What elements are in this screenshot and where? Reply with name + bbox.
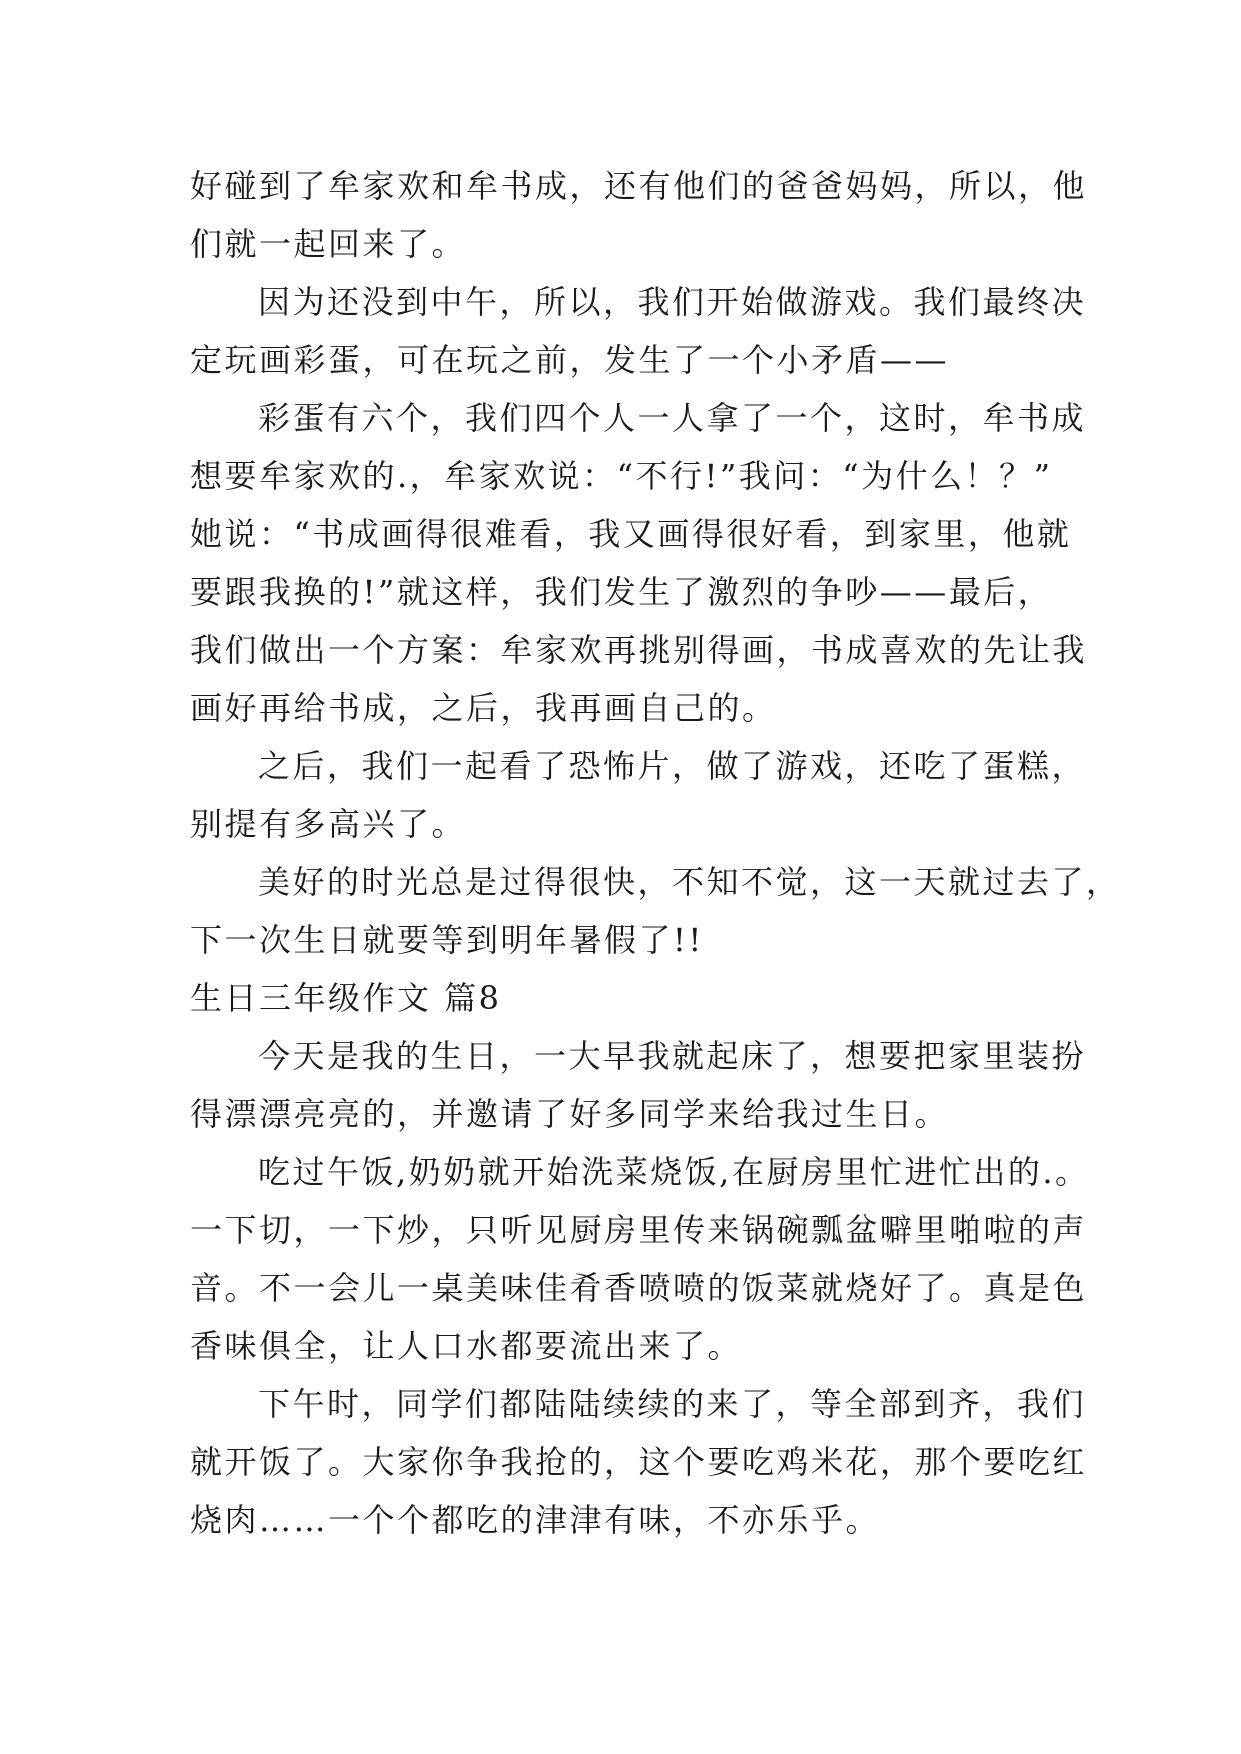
- text-line: 下一次生日就要等到明年暑假了!!: [190, 921, 704, 959]
- text-line: 得漂漂亮亮的，并邀请了好多同学来给我过生日。: [190, 1095, 950, 1133]
- text-line: 音。不一会儿一桌美味佳肴香喷喷的饭菜就烧好了。真是色: [190, 1269, 1088, 1307]
- text-line: 好碰到了牟家欢和牟书成，还有他们的爸爸妈妈，所以，他: [190, 167, 1088, 205]
- section-heading: 生日三年级作文 篇8: [190, 979, 502, 1017]
- paragraph-start-line: 彩蛋有六个，我们四个人一人拿了一个，这时，牟书成: [258, 399, 1087, 437]
- paragraph-start-line: 之后，我们一起看了恐怖片，做了游戏，还吃了蛋糕，: [258, 747, 1087, 785]
- text-line: 要跟我换的!”就这样，我们发生了激烈的争吵——最后，: [190, 573, 1053, 611]
- text-line: 想要牟家欢的.，牟家欢说：“不行!”我问：“为什么！？”: [190, 457, 1053, 495]
- text-line: 别提有多高兴了。: [190, 805, 467, 843]
- text-line: 一下切，一下炒，只听见厨房里传来锅碗瓢盆噼里啪啦的声: [190, 1211, 1088, 1249]
- text-line: 我们做出一个方案：牟家欢再挑别得画，书成喜欢的先让我: [190, 631, 1088, 669]
- paragraph-start-line: 美好的时光总是过得很快，不知不觉，这一天就过去了，: [258, 863, 1121, 901]
- text-line: 就开饭了。大家你争我抢的，这个要吃鸡米花，那个要吃红: [190, 1443, 1088, 1481]
- text-line: 烧肉……一个个都吃的津津有味，不亦乐乎。: [190, 1501, 881, 1539]
- text-line: 画好再给书成，之后，我再画自己的。: [190, 689, 777, 727]
- text-line: 们就一起回来了。: [190, 225, 467, 263]
- paragraph-start-line: 下午时，同学们都陆陆续续的来了，等全部到齐，我们: [258, 1385, 1087, 1423]
- text-line: 香味俱全，让人口水都要流出来了。: [190, 1327, 743, 1365]
- text-line: 定玩画彩蛋，可在玩之前，发生了一个小矛盾——: [190, 341, 950, 379]
- paragraph-start-line: 吃过午饭,奶奶就开始洗菜烧饭,在厨房里忙进忙出的.。: [258, 1153, 1090, 1191]
- paragraph-start-line: 今天是我的生日，一大早我就起床了，想要把家里装扮: [258, 1037, 1087, 1075]
- text-line: 她说：“书成画得很难看，我又画得很好看，到家里，他就: [190, 515, 1072, 553]
- paragraph-start-line: 因为还没到中午，所以，我们开始做游戏。我们最终决: [258, 283, 1087, 321]
